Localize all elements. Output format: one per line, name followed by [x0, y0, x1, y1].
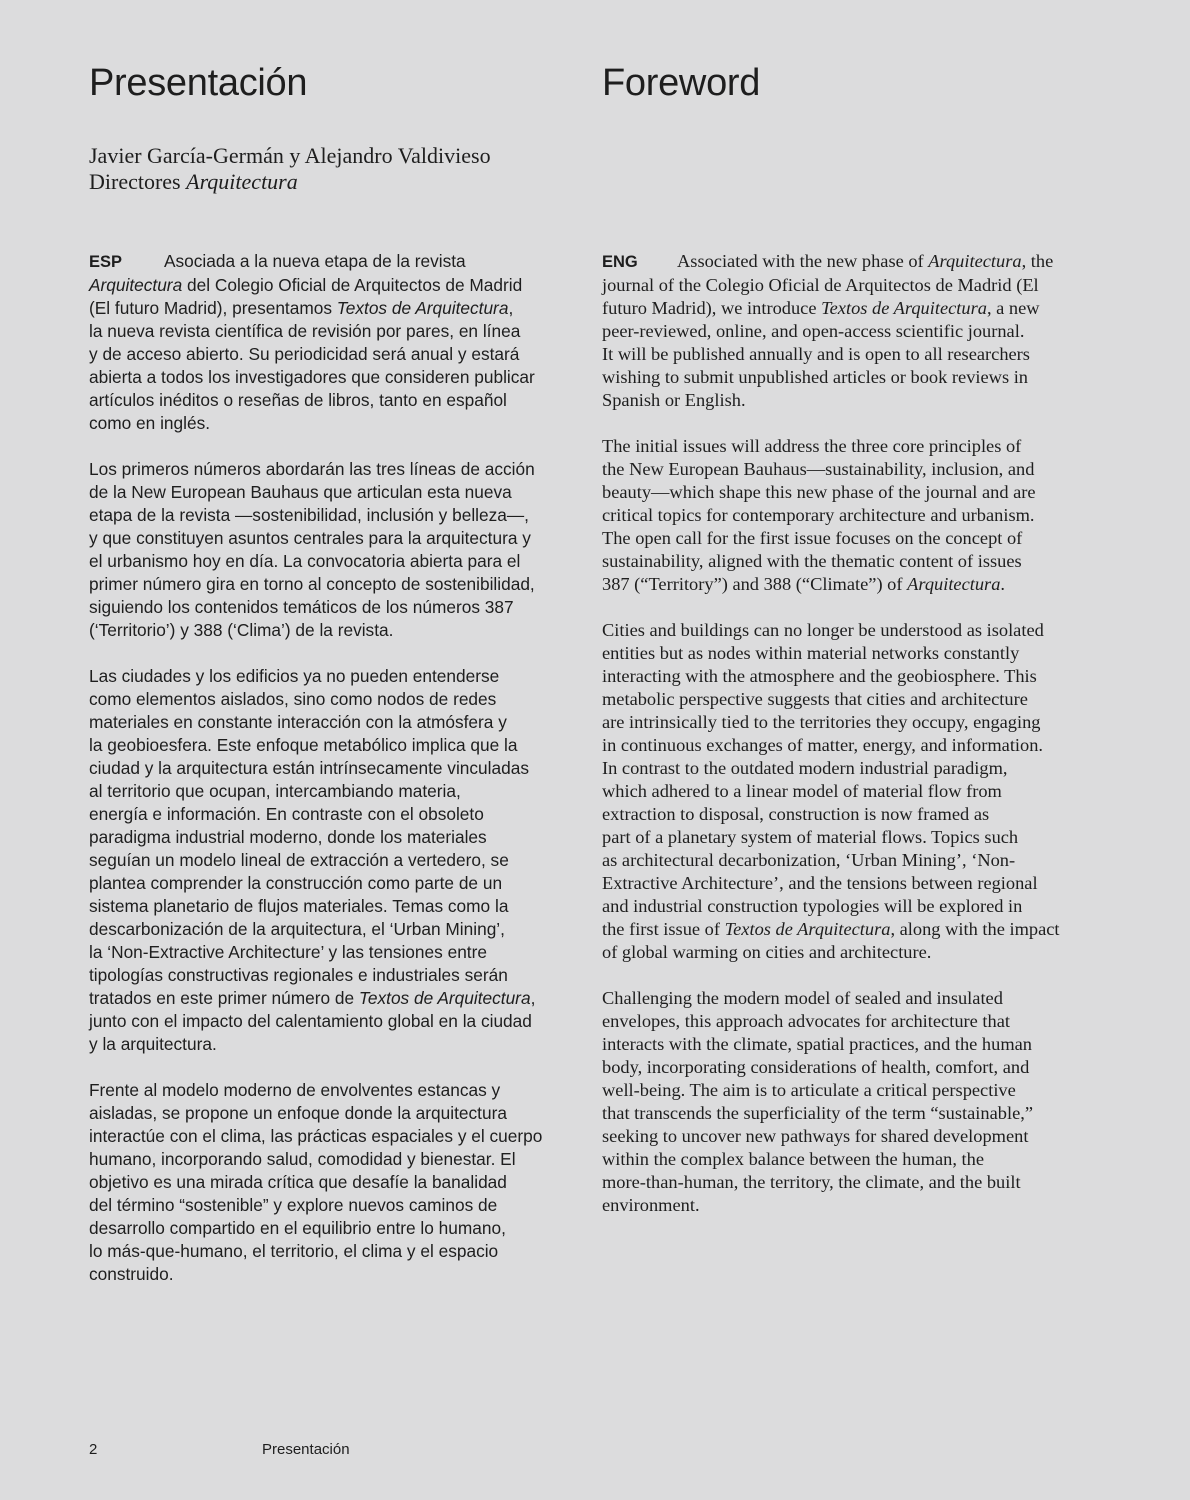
text-line: are intrinsically tied to the territories they occupy, engaging [602, 712, 1041, 732]
text-line: extraction to disposal, construction is now framed as [602, 804, 990, 824]
text-line: Arquitectura del Colegio Oficial de Arquitectos de Madrid [89, 275, 523, 295]
spanish-paragraph [89, 458, 584, 642]
text-line: la ‘Non-Extractive Architecture’ y las tensiones entre [89, 942, 487, 962]
spanish-paragraph [89, 250, 584, 435]
text-line: Los primeros números abordarán las tres líneas de acción [89, 459, 535, 479]
text-line: artículos inéditos o reseñas de libros, tanto en español [89, 390, 507, 410]
text-line: humano, incorporando salud, comodidad y bienestar. El [89, 1149, 516, 1169]
text-line: entities but as nodes within material networks constantly [602, 643, 1020, 663]
text-line: critical topics for contemporary architecture and urbanism. [602, 505, 1035, 525]
text-line: The initial issues will address the three core principles of [602, 436, 1022, 456]
text-line: Spanish or English. [602, 390, 746, 410]
text-line: la geobioesfera. Este enfoque metabólico implica que la [89, 735, 518, 755]
text-line: ESP Asociada a la nueva etapa de la revista [89, 250, 584, 274]
text-line: The open call for the first issue focuses on the concept of [602, 528, 1023, 548]
text-line: futuro Madrid), we introduce Textos de Arquitectura, a new [602, 298, 1040, 318]
text-line: el urbanismo hoy en día. La convocatoria abierta para el [89, 551, 521, 571]
text-line: Challenging the modern model of sealed and insulated [602, 988, 1003, 1008]
text-line: (‘Territorio’) y 388 (‘Clima’) de la revista. [89, 620, 394, 640]
text-line: well-being. The aim is to articulate a critical perspective [602, 1080, 1016, 1100]
text-line: the New European Bauhaus—sustainability, inclusion, and [602, 459, 1035, 479]
text-line: junto con el impacto del calentamiento global en la ciudad [89, 1011, 532, 1031]
text-line: as architectural decarbonization, ‘Urban Mining’, ‘Non- [602, 850, 1016, 870]
text-line: in continuous exchanges of matter, energy, and information. [602, 735, 1044, 755]
text-line: paradigma industrial moderno, donde los materiales [89, 827, 487, 847]
text-line: seguían un modelo lineal de extracción a vertedero, se [89, 850, 509, 870]
text-line: etapa de la revista —sostenibilidad, inclusión y belleza—, [89, 505, 529, 525]
text-line: construido. [89, 1264, 174, 1284]
text-line: the first issue of Textos de Arquitectura, along with the impact [602, 919, 1060, 939]
text-line: interacts with the climate, spatial practices, and the human [602, 1034, 1032, 1054]
text-line: abierta a todos los investigadores que consideren publicar [89, 367, 535, 387]
text-line: como en inglés. [89, 413, 211, 433]
spanish-paragraph [89, 665, 584, 1056]
text-line: siguiendo los contenidos temáticos de los números 387 [89, 597, 514, 617]
authors-block [89, 143, 491, 195]
text-line: peer-reviewed, online, and open-access scientific journal. [602, 321, 1025, 341]
journal-name: Arquitectura [186, 169, 298, 194]
footer-section-title: Presentación [262, 1441, 350, 1458]
text-line: la nueva revista científica de revisión por pares, en línea [89, 321, 521, 341]
text-line: ciudad y la arquitectura están intrínsecamente vinculadas [89, 758, 529, 778]
text-line: interactúe con el clima, las prácticas espaciales y el cuerpo [89, 1126, 543, 1146]
page-title-spanish: Presentación [89, 62, 308, 104]
text-line: which adhered to a linear model of material flow from [602, 781, 1002, 801]
text-line: more-than-human, the territory, the climate, and the built [602, 1172, 1021, 1192]
text-line: al territorio que ocupan, intercambiando materia, [89, 781, 461, 801]
text-line: materiales en constante interacción con la atmósfera y [89, 712, 507, 732]
english-paragraph [602, 435, 1102, 596]
text-line: seeking to uncover new pathways for shared development [602, 1126, 1029, 1146]
english-paragraph [602, 987, 1102, 1217]
text-line: y la arquitectura. [89, 1034, 217, 1054]
text-line: Extractive Architecture’, and the tensions between regional [602, 873, 1038, 893]
text-line: del término “sostenible” y explore nuevos caminos de [89, 1195, 498, 1215]
text-line: plantea comprender la construcción como parte de un [89, 873, 503, 893]
page-title-english: Foreword [602, 62, 761, 104]
text-line: tratados en este primer número de Textos de Arquitectura, [89, 988, 536, 1008]
text-line: sistema planetario de flujos materiales. Temas como la [89, 896, 509, 916]
text-line: aisladas, se propone un enfoque donde la arquitectura [89, 1103, 507, 1123]
text-line: y de acceso abierto. Su periodicidad será anual y estará [89, 344, 520, 364]
text-line: wishing to submit unpublished articles or book reviews in [602, 367, 1029, 387]
text-line: energía e información. En contraste con el obsoleto [89, 804, 484, 824]
spanish-paragraph [89, 1079, 584, 1286]
text-line: that transcends the superficiality of the term “sustainable,” [602, 1103, 1034, 1123]
text-line: sustainability, aligned with the thematic content of issues [602, 551, 1022, 571]
text-line: Cities and buildings can no longer be understood as isolated [602, 620, 1044, 640]
language-tag: ENG [602, 253, 638, 271]
author-role [89, 169, 491, 195]
text-line: metabolic perspective suggests that cities and architecture [602, 689, 1028, 709]
spanish-column [89, 250, 584, 1309]
text-line: interacting with the atmosphere and the geobiosphere. This [602, 666, 1037, 686]
text-line: journal of the Colegio Oficial de Arquitectos de Madrid (El [602, 275, 1039, 295]
text-line: In contrast to the outdated modern industrial paradigm, [602, 758, 1008, 778]
english-paragraph [602, 250, 1102, 412]
english-paragraph [602, 619, 1102, 964]
text-line: lo más-que-humano, el territorio, el clima y el espacio [89, 1241, 499, 1261]
text-line: of global warming on cities and architecture. [602, 942, 932, 962]
text-line: and industrial construction typologies will be explored in [602, 896, 1023, 916]
author-role-label: Directores [89, 169, 187, 194]
text-line: objetivo es una mirada crítica que desafíe la banalidad [89, 1172, 507, 1192]
text-line: It will be published annually and is open to all researchers [602, 344, 1030, 364]
text-line: part of a planetary system of material flows. Topics such [602, 827, 1019, 847]
text-line: de la New European Bauhaus que articulan esta nueva [89, 482, 512, 502]
text-line: body, incorporating considerations of health, comfort, and [602, 1057, 1030, 1077]
text-line: environment. [602, 1195, 700, 1215]
language-tag: ESP [89, 253, 123, 271]
text-line: primer número gira en torno al concepto de sostenibilidad, [89, 574, 535, 594]
text-line: tipologías constructivas regionales e industriales serán [89, 965, 508, 985]
text-line: beauty—which shape this new phase of the journal and are [602, 482, 1036, 502]
text-line: y que constituyen asuntos centrales para la arquitectura y [89, 528, 531, 548]
text-line: descarbonización de la arquitectura, el ‘Urban Mining’, [89, 919, 505, 939]
text-line: within the complex balance between the human, the [602, 1149, 984, 1169]
text-line: desarrollo compartido en el equilibrio entre lo humano, [89, 1218, 506, 1238]
text-line: como elementos aislados, sino como nodos de redes [89, 689, 497, 709]
text-line: Las ciudades y los edificios ya no pueden entenderse [89, 666, 500, 686]
text-line: (El futuro Madrid), presentamos Textos de Arquitectura, [89, 298, 514, 318]
english-column [602, 250, 1102, 1240]
text-line: Frente al modelo moderno de envolventes estancas y [89, 1080, 501, 1100]
text-line: 387 (“Territory”) and 388 (“Climate”) of Arquitectura. [602, 574, 1006, 594]
author-names: Javier García-Germán y Alejandro Valdivieso [89, 143, 491, 168]
page-number: 2 [89, 1441, 98, 1458]
text-line: envelopes, this approach advocates for architecture that [602, 1011, 1010, 1031]
text-line: ENG Associated with the new phase of Arquitectura, the [602, 250, 1102, 274]
